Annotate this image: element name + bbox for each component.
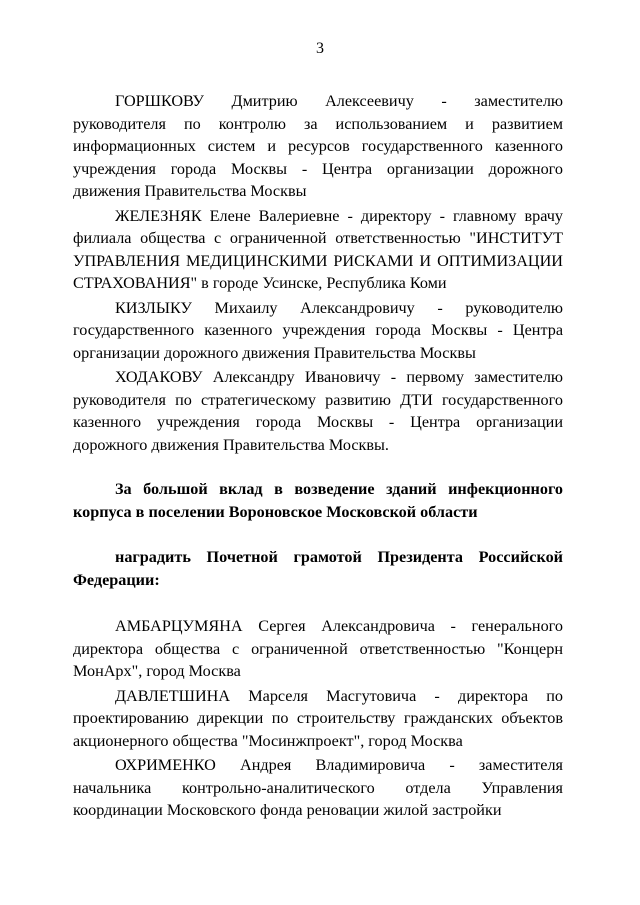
recipient-paragraph: КИЗЛЫКУ Михаилу Александровичу - руководителю государственного казенного учреждения города Москвы - Центра организации дорожного движения Правительства Москвы — [73, 298, 563, 362]
section-heading: За большой вклад в возведение зданий инфекционного корпуса в поселении Вороновское Московской области — [73, 480, 563, 521]
recipient-paragraph: ГОРШКОВУ Дмитрию Алексеевичу - заместителю руководителя по контролю за использованием и развитием информационных систем и ресурсов государственного казенного учреждения города Москвы - Центра организации дорожного движения Правительства Москвы — [73, 92, 563, 200]
recipient-paragraph: ЖЕЛЕЗНЯК Елене Валериевне - директору - главному врачу филиала общества с ограниченной ответственностью "ИНСТИТУТ УПРАВЛЕНИЯ МЕДИЦИНСКИМИ РИСКАМИ И ОПТИМИЗАЦИИ СТРАХОВАНИЯ" в городе Усинске, Республика Коми — [73, 206, 563, 292]
recipient-paragraph: АМБАРЦУМЯНА Сергея Александровича - генерального директора общества с ограниченной ответственностью "Концерн МонАрх", город Москва — [73, 617, 563, 680]
award-heading: наградить Почетной грамотой Президента Российской Федерации: — [73, 548, 563, 589]
recipient-paragraph: ОХРИМЕНКО Андрея Владимировича - заместителя начальника контрольно-аналитического отдела Управления координации Московского фонда реновации жилой застройки — [73, 756, 563, 819]
document-body — [73, 90, 563, 824]
recipient-paragraph: ХОДАКОВУ Александру Ивановичу - первому заместителю руководителя по стратегическому развитию ДТИ государственного казенного учреждения города Москвы - Центра организации дорожного движения Правительства Москвы. — [73, 368, 563, 454]
page-number: 3 — [316, 40, 324, 57]
recipient-paragraph: ДАВЛЕТШИНА Марселя Масгутовича - директора по проектированию дирекции по строительству гражданских объектов акционерного общества "Мосинжпроект", город Москва — [73, 686, 563, 750]
